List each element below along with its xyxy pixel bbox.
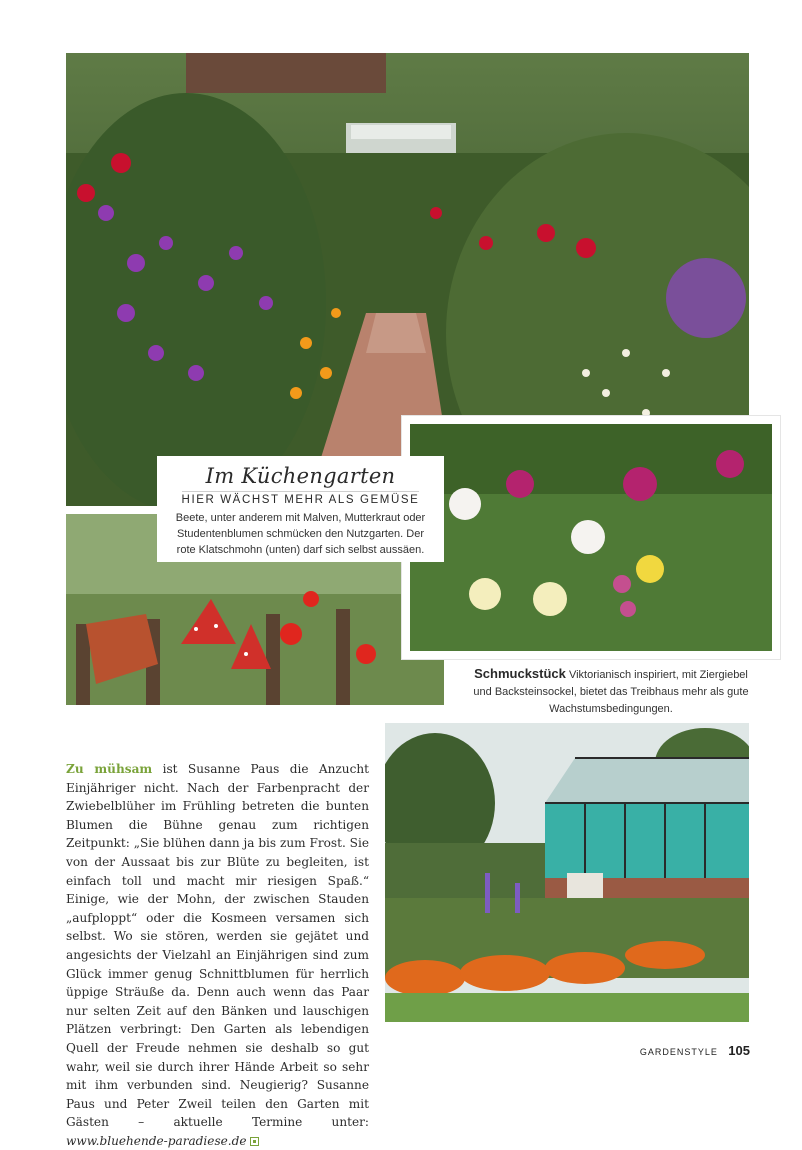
greenhouse-photo bbox=[385, 723, 749, 1022]
footer-brand: GARDENSTYLE bbox=[639, 1047, 718, 1057]
article-url[interactable]: www.bluehende-paradiese.de bbox=[66, 1133, 247, 1148]
greenhouse-caption-title: Schmuckstück bbox=[474, 666, 566, 681]
cosmos-flowers-photo bbox=[402, 416, 780, 659]
greenhouse-caption bbox=[466, 665, 756, 718]
article-body bbox=[66, 760, 369, 1150]
page-footer bbox=[640, 1042, 750, 1060]
page-number: 105 bbox=[728, 1043, 750, 1058]
caption-title: Im Küchengarten bbox=[205, 464, 396, 488]
caption-box bbox=[157, 456, 444, 562]
greenhouse-caption-text: Viktorianisch inspiriert, mit Ziergiebel und Backsteinsockel, bietet das Treibhaus mehr als gute Wachstumsbedingungen. bbox=[473, 669, 749, 715]
article-text: ist Susanne Paus die Anzucht Einjähriger nicht. Nach der Farbenpracht der Zwiebelblüher im Frühling betreten die bunten Blumen die Bühne genau zum richtigen Zeitpunkt: „Sie blühen dann ja bis zum Frost. Sie von der Aussaat bis zur Blüte zu begleiten, ist einfach toll und macht mir riesigen Spaß.“ Einige, wie der Mohn, der zwischen Stauden „aufploppt“ oder die Kosmeen versamen sich selbst. Wo sie stören, werden sie gejätet und angesichts der Vielzahl an Einjährigen sind zum Glück immer genug Schnittblumen für herrlich üppige Sträuße da. Denn auch wenn das Paar nur selten Zeit auf den Bänken und lauschigen Plätzen verbringt: Den Garten als lebendigen Quell der Freude nehmen sie deshalb so gut wahr, weil sie durch ihrer Hände Arbeit so sehr mit ihm verbunden sind. Neugierig? Susanne Paus und Peter Zweil teilen den Garten mit Gästen – aktuelle Termine unter: bbox=[66, 762, 369, 1130]
end-mark-icon bbox=[250, 1137, 259, 1146]
article-lead: Zu mühsam bbox=[66, 762, 153, 776]
caption-text: Beete, unter anderem mit Malven, Mutterkraut oder Studentenblumen schmücken den Nutzgarten. Der rote Klatschmohn (unten) darf sich selbst aussäen. bbox=[175, 512, 426, 556]
caption-subtitle: HIER WÄCHST MEHR ALS GEMÜSE bbox=[182, 491, 420, 506]
